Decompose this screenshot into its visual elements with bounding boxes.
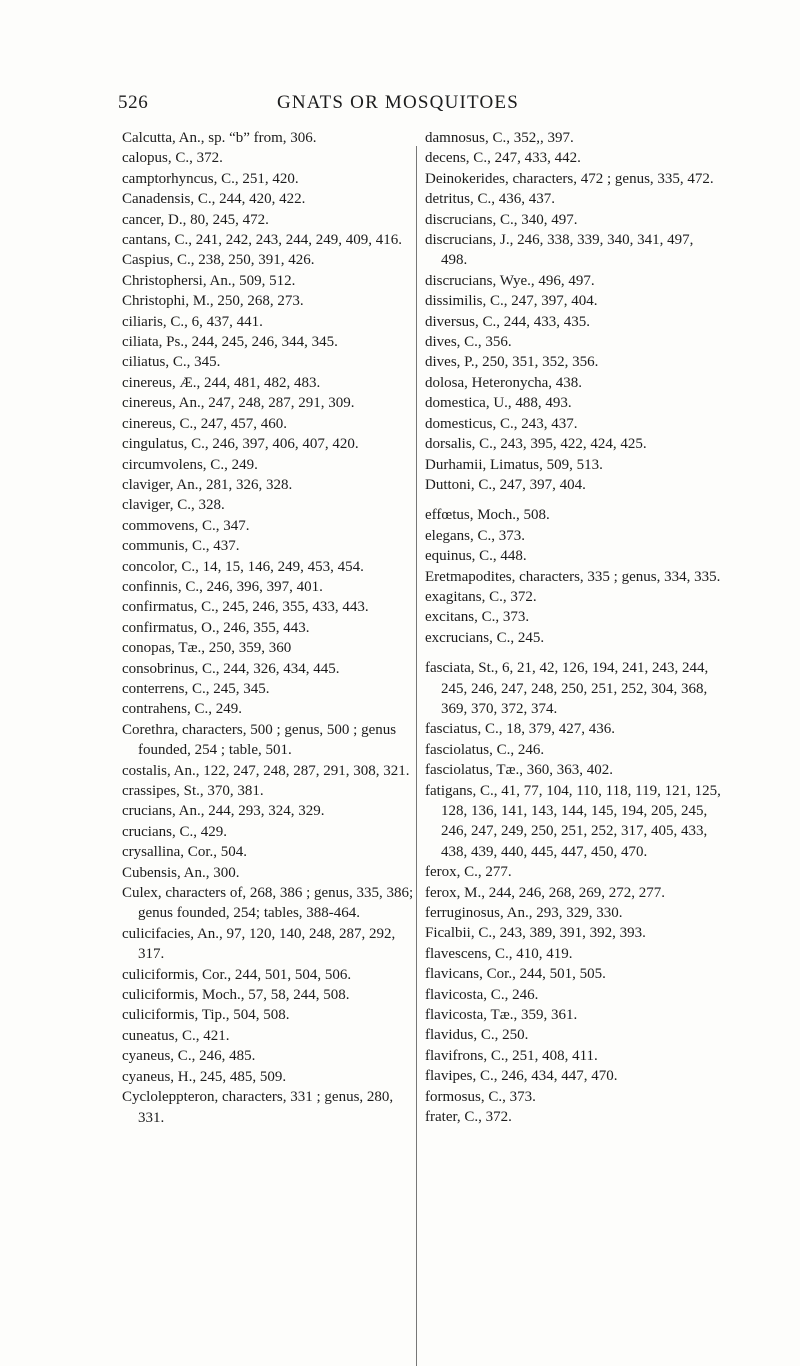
index-entry: flavicosta, C., 246. xyxy=(425,986,539,1003)
index-entry: communis, C., 437. xyxy=(122,538,240,555)
index-entry: claviger, C., 328. xyxy=(122,497,225,514)
index-entry: flavidus, C., 250. xyxy=(425,1027,529,1044)
index-entry: fasciatus, C., 18, 379, 427, 436. xyxy=(425,721,615,738)
index-entry: culiciformis, Tip., 504, 508. xyxy=(122,1007,290,1024)
index-entry: Deinokerides, characters, 472 ; genus, 335, 472. xyxy=(425,170,714,187)
index-entry: culiciformis, Cor., 244, 501, 504, 506. xyxy=(122,966,352,983)
index-entry: excitans, C., 373. xyxy=(425,609,530,626)
index-entry: ciliata, Ps., 244, 245, 246, 344, 345. xyxy=(122,334,338,351)
index-entry: crucians, An., 244, 293, 324, 329. xyxy=(122,803,325,820)
section-gap xyxy=(425,495,723,505)
index-entry: confirmatus, C., 245, 246, 355, 433, 443. xyxy=(122,599,369,616)
index-entry: decens, C., 247, 433, 442. xyxy=(425,150,581,167)
index-entry: confinnis, C., 246, 396, 397, 401. xyxy=(122,578,323,595)
page-number: 526 xyxy=(118,92,149,113)
index-entry: dives, P., 250, 351, 352, 356. xyxy=(425,354,599,371)
index-entry: cuneatus, C., 421. xyxy=(122,1027,230,1044)
index-entry: effœtus, Moch., 508. xyxy=(425,507,550,524)
index-entry: ciliatus, C., 345. xyxy=(122,354,221,371)
index-entry: Caspius, C., 238, 250, 391, 426. xyxy=(122,252,315,269)
index-entry: flavifrons, C., 251, 408, 411. xyxy=(425,1047,598,1064)
column-divider xyxy=(416,146,417,1366)
index-entry: commovens, C., 347. xyxy=(122,517,250,534)
index-entry: discrucians, C., 340, 497. xyxy=(425,211,578,228)
index-entry: circumvolens, C., 249. xyxy=(122,456,258,473)
index-entry: ferox, C., 277. xyxy=(425,864,512,881)
index-entry: flavescens, C., 410, 419. xyxy=(425,945,573,962)
index-entry: cyaneus, H., 245, 485, 509. xyxy=(122,1068,287,1085)
index-entry: crucians, C., 429. xyxy=(122,823,227,840)
index-entry: Cubensis, An., 300. xyxy=(122,864,240,881)
index-entry: cinereus, Æ., 244, 481, 482, 483. xyxy=(122,374,321,391)
index-entry: conterrens, C., 245, 345. xyxy=(122,680,270,697)
index-entry: Cycloleppteron, characters, 331 ; genus, 280, 331. xyxy=(122,1089,394,1126)
index-entry: dissimilis, C., 247, 397, 404. xyxy=(425,293,598,310)
index-entry: cinereus, An., 247, 248, 287, 291, 309. xyxy=(122,395,355,412)
index-entry: contrahens, C., 249. xyxy=(122,701,242,718)
index-entry: Calcutta, An., sp. “b” from, 306. xyxy=(122,130,317,146)
index-entry: Christophi, M., 250, 268, 273. xyxy=(122,293,304,310)
index-entry: camptorhyncus, C., 251, 420. xyxy=(122,170,299,187)
index-entry: culicifacies, An., 97, 120, 140, 248, 287, 292, 317. xyxy=(122,925,396,963)
index-entry: formosus, C., 373. xyxy=(425,1088,536,1105)
index-entry: discrucians, J., 246, 338, 339, 340, 341, 497, 498. xyxy=(425,232,694,269)
index-entry: damnosus, C., 352,, 397. xyxy=(425,130,574,146)
index-entry: Ficalbii, C., 243, 389, 391, 392, 393. xyxy=(425,925,646,942)
index-entry: crysallina, Cor., 504. xyxy=(122,844,247,861)
index-entry: culiciformis, Moch., 57, 58, 244, 508. xyxy=(122,987,350,1004)
index-entry: fasciolatus, C., 246. xyxy=(425,741,545,758)
index-entry: consobrinus, C., 244, 326, 434, 445. xyxy=(122,660,340,677)
index-entry: fatigans, C., 41, 77, 104, 110, 118, 119, 121, 125, 128, 136, 141, 143, 144, 145, 194, 205, 245, 246, 247, 249, 250, 251, 252, 317, 405, 433, 438, 439, 440, 445, 447, 450, 470. xyxy=(425,782,721,860)
index-entry: frater, C., 372. xyxy=(425,1109,512,1126)
index-entry: concolor, C., 14, 15, 146, 249, 453, 454. xyxy=(122,558,364,575)
index-entry: exagitans, C., 372. xyxy=(425,588,537,605)
index-entry: cantans, C., 241, 242, 243, 244, 249, 409, 416. xyxy=(122,232,402,249)
index-entry: costalis, An., 122, 247, 248, 287, 291, 308, 321. xyxy=(122,762,410,779)
index-entry: calopus, C., 372. xyxy=(122,150,223,167)
index-entry: excrucians, C., 245. xyxy=(425,629,545,646)
index-entry: Eretmapodites, characters, 335 ; genus, 334, 335. xyxy=(425,568,721,585)
index-entry: ferruginosus, An., 293, 329, 330. xyxy=(425,905,623,922)
running-title: GNATS OR MOSQUITOES xyxy=(276,92,520,113)
index-entry: Culex, characters of, 268, 386 ; genus, 335, 386; genus founded, 254; tables, 388-464. xyxy=(122,885,414,922)
index-entry: dolosa, Heteronycha, 438. xyxy=(425,374,583,391)
index-entry: flavicosta, Tæ., 359, 361. xyxy=(425,1007,578,1024)
index-entry: Duttoni, C., 247, 397, 404. xyxy=(425,476,586,493)
index-entry: confirmatus, O., 246, 355, 443. xyxy=(122,619,310,636)
index-entry: Canadensis, C., 244, 420, 422. xyxy=(122,191,306,208)
index-column-left xyxy=(122,128,414,1128)
index-entry: dives, C., 356. xyxy=(425,334,512,351)
index-entry: claviger, An., 281, 326, 328. xyxy=(122,476,293,493)
index-entry: dorsalis, C., 243, 395, 422, 424, 425. xyxy=(425,436,647,453)
index-entry: detritus, C., 436, 437. xyxy=(425,191,555,208)
index-entry: diversus, C., 244, 433, 435. xyxy=(425,313,590,330)
index-entry: fasciolatus, Tæ., 360, 363, 402. xyxy=(425,762,614,779)
index-entry: flavicans, Cor., 244, 501, 505. xyxy=(425,966,606,983)
index-entry: ferox, M., 244, 246, 268, 269, 272, 277. xyxy=(425,884,665,901)
index-entry: equinus, C., 448. xyxy=(425,548,527,565)
index-entry: cinereus, C., 247, 457, 460. xyxy=(122,415,287,432)
index-entry: conopas, Tæ., 250, 359, 360 xyxy=(122,640,292,657)
index-entry: Christophersi, An., 509, 512. xyxy=(122,272,296,289)
index-entry: cancer, D., 80, 245, 472. xyxy=(122,211,269,228)
index-column-right xyxy=(425,128,723,1128)
index-entry: Durhamii, Limatus, 509, 513. xyxy=(425,456,603,473)
index-entry: ciliaris, C., 6, 437, 441. xyxy=(122,313,263,330)
index-entry: cingulatus, C., 246, 397, 406, 407, 420. xyxy=(122,436,359,453)
index-entry: domestica, U., 488, 493. xyxy=(425,395,572,412)
index-entry: Corethra, characters, 500 ; genus, 500 ; genus founded, 254 ; table, 501. xyxy=(122,721,397,759)
index-entry: cyaneus, C., 246, 485. xyxy=(122,1048,256,1065)
index-entry: flavipes, C., 246, 434, 447, 470. xyxy=(425,1068,618,1085)
index-entry: crassipes, St., 370, 381. xyxy=(122,783,264,799)
section-gap xyxy=(425,648,723,658)
index-entry: elegans, C., 373. xyxy=(425,527,525,544)
index-entry: discrucians, Wye., 496, 497. xyxy=(425,272,595,289)
index-entry: fasciata, St., 6, 21, 42, 126, 194, 241, 243, 244, 245, 246, 247, 248, 250, 251, 252, 304, 368, 369, 370, 372, 374. xyxy=(425,660,709,717)
index-entry: domesticus, C., 243, 437. xyxy=(425,415,578,432)
